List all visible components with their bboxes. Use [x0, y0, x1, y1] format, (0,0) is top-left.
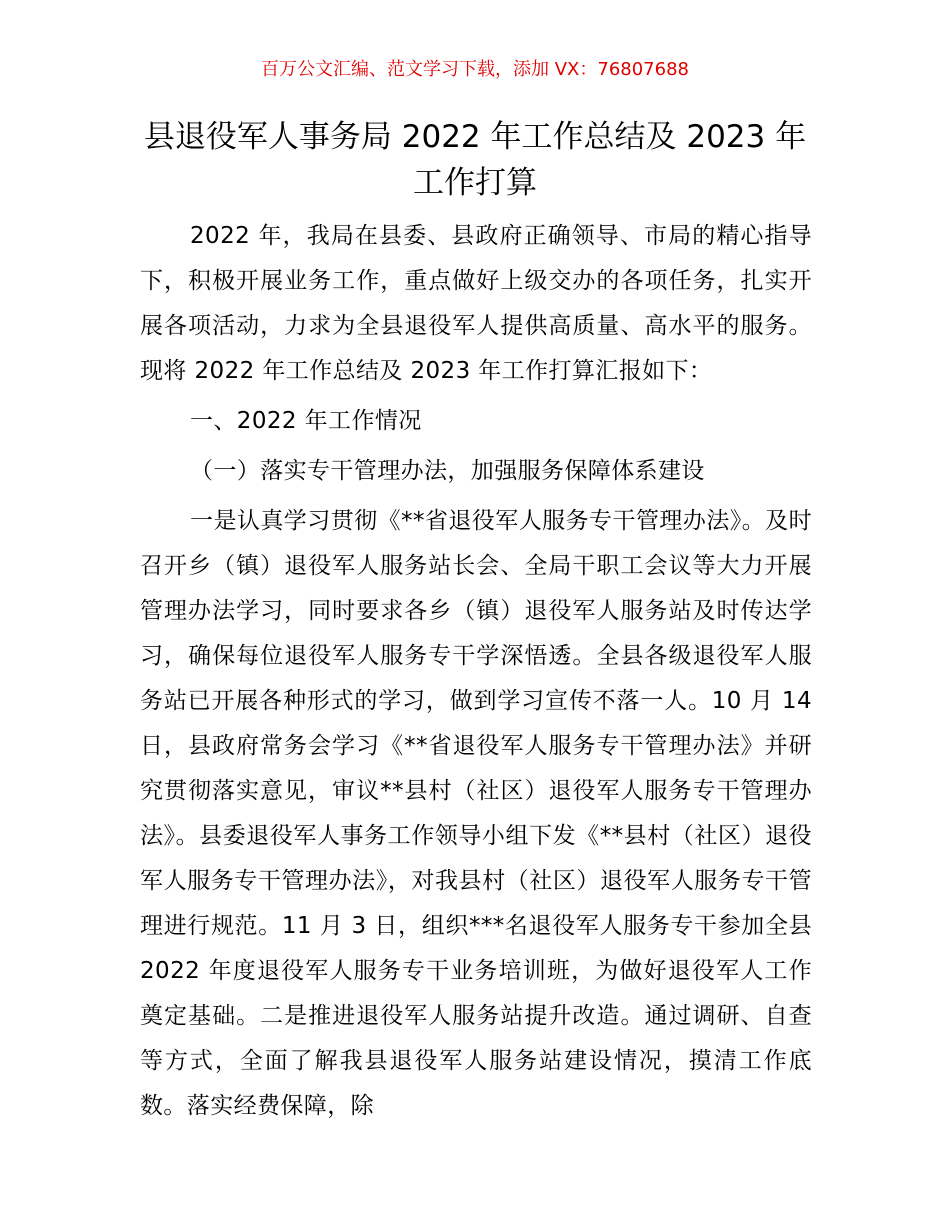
document-title	[130, 114, 820, 206]
title-line-1: 县退役军人事务局 2022 年工作总结及 2023 年	[143, 119, 807, 155]
subsection-heading: （一）落实专干管理办法，加强服务保障体系建设	[190, 458, 705, 484]
section-heading: 一、2022 年工作情况	[190, 408, 422, 434]
document-body	[140, 214, 812, 1129]
header-watermark-note: 百万公文汇编、范文学习下载，添加 VX：76807688	[261, 59, 689, 80]
body-paragraph: 一是认真学习贯彻《**省退役军人服务专干管理办法》。及时召开乡（镇）退役军人服务站长会、全局干职工会议等大力开展管理办法学习，同时要求各乡（镇）退役军人服务站及时传达学习，确保每位退役军人服务专干学深悟透。全县各级退役军人服务站已开展各种形式的学习，做到学习宣传不落一人。10 月 14 日，县政府常务会学习《**省退役军人服务专干管理办法》并研究贯彻落实意见，审议**县村（社区）退役军人服务专干管理办法》。县委退役军人事务工作领导小组下发《**县村（社区）退役军人服务专干管理办法》，对我县村（社区）退役军人服务专干管理进行规范。11 月 3 日，组织***名退役军人服务专干参加全县 2022 年度退役军人服务专干业务培训班，为做好退役军人工作奠定基础。二是推进退役军人服务站提升改造。通过调研、自查等方式，全面了解我县退役军人服务站建设情况，摸清工作底数。落实经费保障，除	[140, 508, 812, 1119]
intro-paragraph: 2022 年，我局在县委、县政府正确领导、市局的精心指导下，积极开展业务工作，重点做好上级交办的各项任务，扎实开展各项活动，力求为全县退役军人提供高质量、高水平的服务。现将 2022 年工作总结及 2023 年工作打算汇报如下：	[140, 223, 812, 384]
title-line-2: 工作打算	[413, 165, 537, 201]
